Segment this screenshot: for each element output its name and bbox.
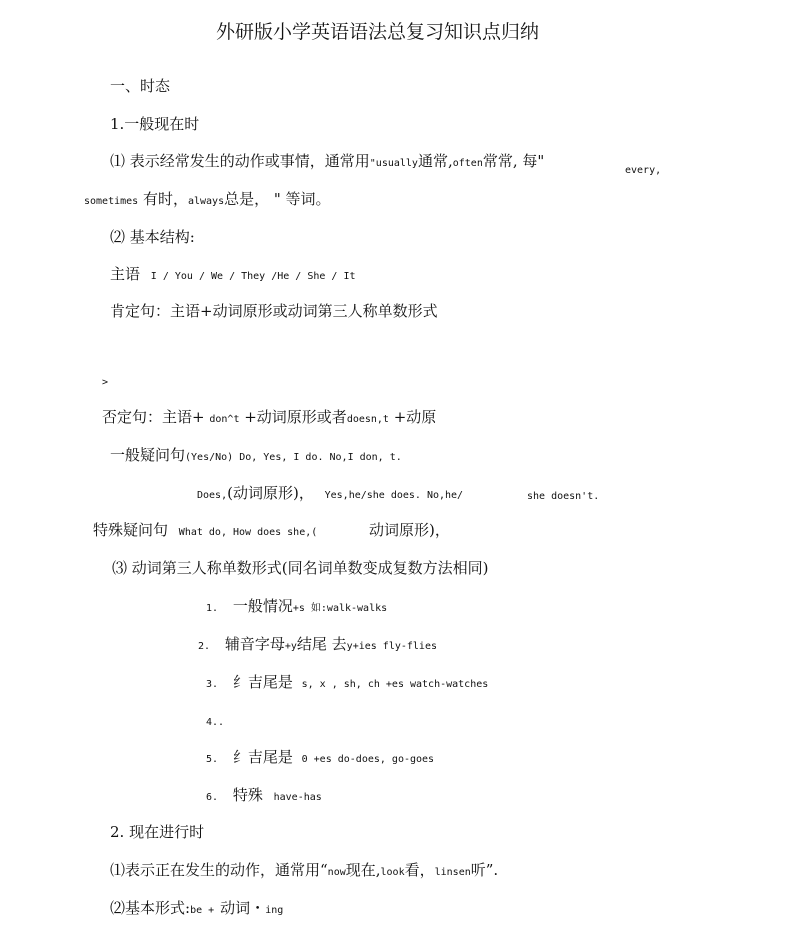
answer-she-doesnt: she doesn't.	[527, 491, 600, 502]
list-item: 6. 特殊 have-has	[206, 786, 322, 804]
section-heading-tense: 一、时态	[110, 77, 171, 95]
list-item: 5. 纟吉尾是 0 +es do-does, go-goes	[206, 748, 435, 766]
page-title: 外研版小学英语语法总复习知识点归纳	[216, 21, 540, 43]
special-question: 特殊疑问句 What do, How does she,(	[93, 521, 318, 539]
basic-structure-label: ⑵ 基本结构:	[110, 228, 195, 246]
third-person-heading: ⑶ 动词第三人称单数形式(同名词单数变成复数方法相同)	[112, 559, 489, 577]
arrow-icon: >	[102, 377, 109, 388]
word-every: every,	[625, 165, 662, 176]
list-item: 4..	[206, 717, 225, 728]
usage-paragraph: ⑴ 表示经常发生的动作或事情，通常用"usually通常,often常常, 每"	[110, 152, 545, 170]
list-item: 3. 纟吉尾是 s, x , sh, ch +es watch-watches	[206, 673, 489, 691]
continuous-usage: ⑴表示正在发生的动作，通常用“now现在,look看，linsen听”.	[110, 861, 499, 879]
subsection-present-continuous: 2. 现在进行时	[110, 823, 205, 841]
yes-no-question-does: Does,(动词原形)， Yes,he/she does. No,he/	[197, 484, 464, 502]
affirmative-sentence: 肯定句：主语+动词原形或动词第三人称单数形式	[110, 302, 438, 320]
list-item: 2. 辅音字母+y结尾 去y+ies fly-flies	[198, 635, 437, 653]
subsection-present-simple: 1.一般现在时	[110, 115, 200, 133]
list-item: 1. 一般情况+s 如:walk-walks	[206, 597, 388, 615]
subject-line: 主语 I / You / We / They /He / She / It	[110, 265, 356, 283]
negative-sentence: 否定句：主语+ don^t +动词原形或者doesn,t +动原	[102, 408, 437, 426]
yes-no-question: 一般疑问句(Yes/No) Do, Yes, I do. No,I don, t.	[110, 446, 402, 464]
special-question-cont: 动词原形)，	[369, 521, 450, 539]
usage-paragraph-cont: sometimes 有时，always总是， " 等词。	[84, 190, 331, 208]
continuous-form: ⑵基本形式:be + 动词・ing	[110, 899, 284, 917]
